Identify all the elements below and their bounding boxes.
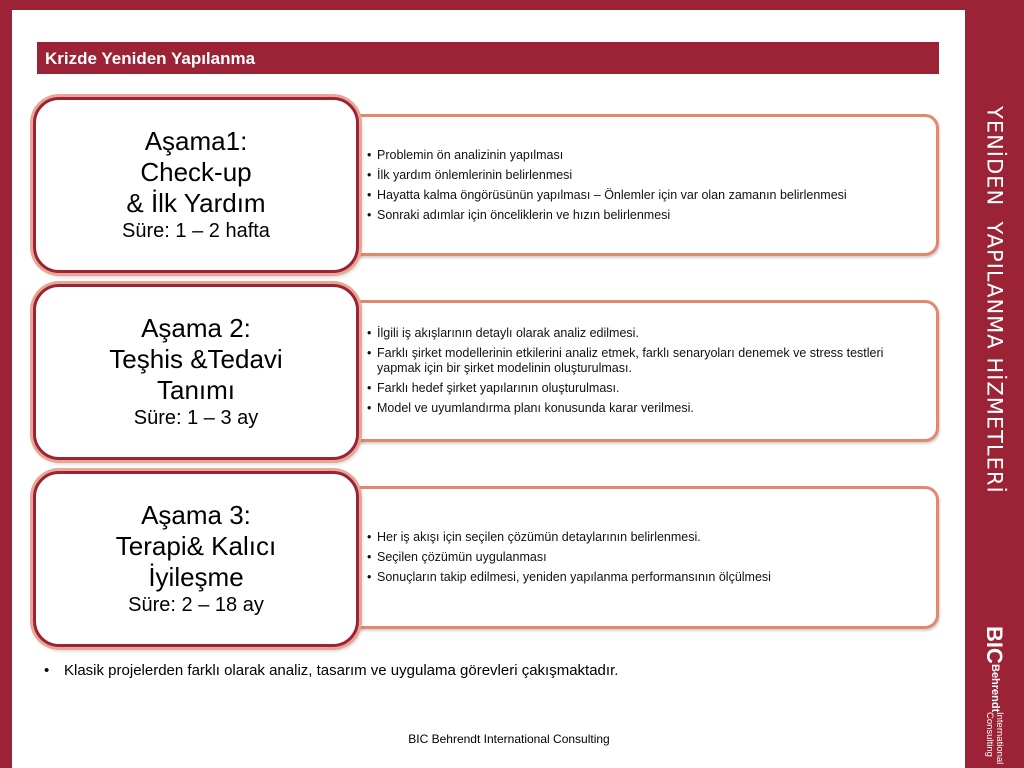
phase-2-details <box>330 300 939 442</box>
phase-2-item: • İlgili iş akışlarının detaylı olarak analiz edilmesi. <box>367 326 924 341</box>
phase-2-box <box>33 284 359 460</box>
phase-3-item: • Her iş akışı için seçilen çözümün detaylarının belirlenmesi. <box>367 530 771 545</box>
phase-2-duration: Süre: 1 – 3 ay <box>133 407 259 429</box>
phase-2-item: • Farklı hedef şirket yapılarının oluşturulması. <box>367 381 924 396</box>
phase-2-title-1: Aşama 2: <box>141 313 251 343</box>
top-border <box>0 0 965 10</box>
bottom-note-text: Klasik projelerden farklı olarak analiz, tasarım ve uygulama görevleri çakışmaktadır. <box>64 662 619 679</box>
phase-1-title-3: & İlk Yardım <box>126 188 266 218</box>
phase-1-item: • Sonraki adımlar için önceliklerin ve hızın belirlenmesi <box>367 208 847 223</box>
phase-1-details <box>330 114 939 256</box>
phase-1-item: • Problemin ön analizinin yapılması <box>367 148 847 163</box>
left-border <box>0 0 12 768</box>
phase-3-box <box>33 471 359 647</box>
phase-2-title-3: Tanımı <box>156 375 236 405</box>
logo-line1: Behrendt <box>988 663 1001 712</box>
logo-main: BIC <box>982 625 1007 664</box>
phase-1-item: • İlk yardım önlemlerinin belirlenmesi <box>367 168 847 183</box>
phase-2-item: • Farklı şirket modellerinin etkilerini analiz etmek, farklı senaryoları denemek ve stress testleri yapmak için bir şirket modelinin oluşturulması. <box>367 346 924 376</box>
bullet-icon: • <box>44 662 50 679</box>
phase-3-title-2: Terapi& Kalıcı <box>115 531 277 561</box>
footer <box>0 732 1024 746</box>
phase-1-box <box>33 97 359 273</box>
phase-2-title-2: Teşhis &Tedavi <box>109 344 283 374</box>
phase-3-duration: Süre: 2 – 18 ay <box>128 594 264 616</box>
phase-1-title-1: Aşama1: <box>144 126 248 156</box>
phase-3-item: • Seçilen çözümün uygulanması <box>367 550 771 565</box>
phase-1-duration: Süre: 1 – 2 hafta <box>122 220 270 242</box>
side-title <box>966 40 1022 560</box>
phase-3-title-1: Aşama 3: <box>141 500 251 530</box>
phase-3-title-3: İyileşme <box>148 562 244 592</box>
footer-text: BIC Behrendt International Consulting <box>408 732 610 746</box>
bottom-note <box>44 662 618 679</box>
logo-line2: International Consulting <box>984 711 1005 765</box>
side-title-text: YENİDEN YAPILANMA HİZMETLERİ <box>982 106 1007 494</box>
phase-3-item: • Sonuçların takip edilmesi, yeniden yapılanma performansının ölçülmesi <box>367 570 771 585</box>
slide-title: Krizde Yeniden Yapılanma <box>37 42 939 74</box>
phase-3-details <box>330 486 939 629</box>
phase-1-title-2: Check-up <box>140 157 252 187</box>
phase-1-item: • Hayatta kalma öngörüsünün yapılması – Önlemler için var olan zamanın belirlenmesi <box>367 188 847 203</box>
phase-2-item: • Model ve uyumlandırma planı konusunda karar verilmesi. <box>367 401 924 416</box>
